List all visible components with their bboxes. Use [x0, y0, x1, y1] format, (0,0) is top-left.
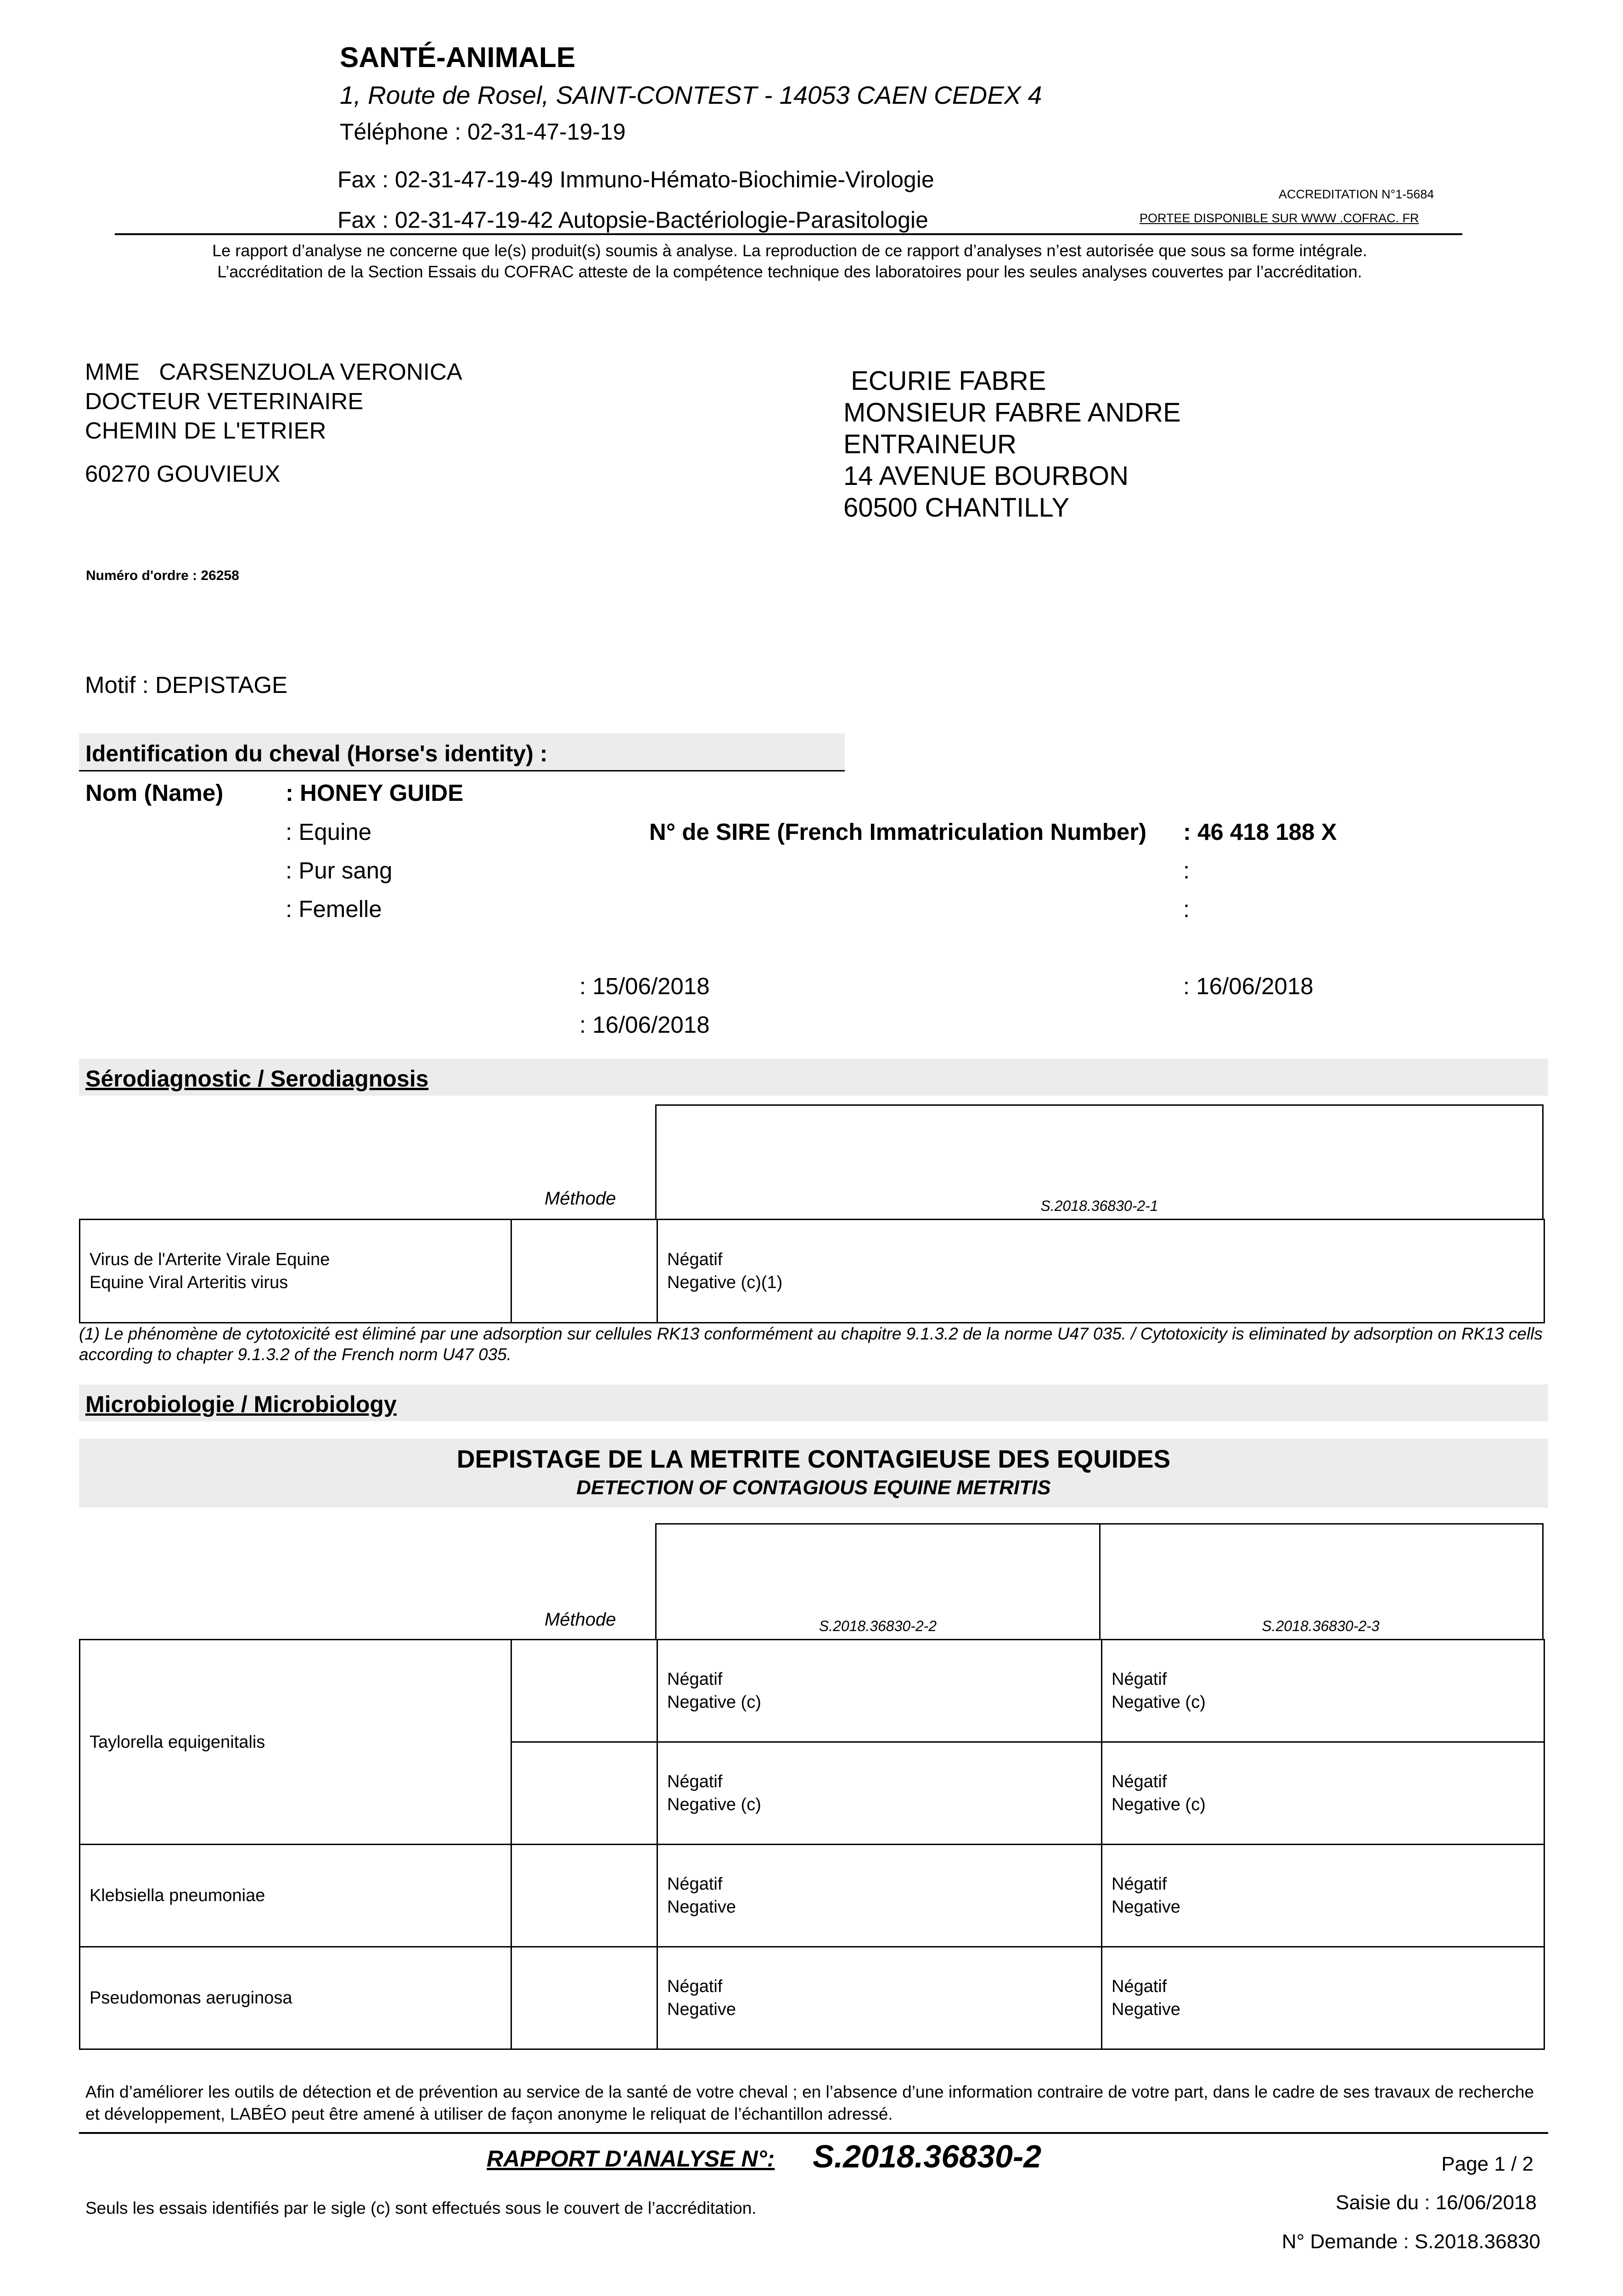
serology-analyte-en: Equine Viral Arteritis virus	[90, 1273, 288, 1292]
serology-title: Sérodiagnostic / Serodiagnosis	[85, 1066, 429, 1092]
micro-result-fr: Négatif	[667, 1874, 723, 1894]
motif: Motif : DEPISTAGE	[85, 672, 288, 698]
micro-result-fr: Négatif	[1112, 1977, 1167, 1996]
identification-divider	[79, 770, 845, 771]
recipient-right-street: 14 AVENUE BOURBON	[843, 461, 1129, 491]
date-1: : 15/06/2018	[579, 973, 710, 999]
micro-result-en: Negative (c)	[667, 1795, 761, 1814]
horse-name-label: Nom (Name)	[85, 780, 224, 806]
sex-right-value: :	[1183, 896, 1190, 922]
micro-result-a	[657, 1640, 1102, 1742]
recipient-left-city: 60270 GOUVIEUX	[85, 461, 281, 487]
lab-fax-2: Fax : 02-31-47-19-42 Autopsie-Bactériologie-Parasitologie	[337, 207, 928, 233]
serology-table	[79, 1219, 1545, 1323]
micro-methode-label: Méthode	[545, 1609, 616, 1630]
micro-result-a	[657, 1742, 1102, 1845]
horse-sex: : Femelle	[286, 896, 382, 922]
serology-method-cell	[511, 1220, 657, 1323]
micro-result-fr: Négatif	[667, 1670, 723, 1689]
micro-result-a	[657, 1947, 1102, 2049]
cem-banner-subtitle: DETECTION OF CONTAGIOUS EQUINE METRITIS	[576, 1476, 1051, 1499]
serology-analyte-fr: Virus de l'Arterite Virale Equine	[90, 1250, 330, 1269]
date-2: : 16/06/2018	[579, 1012, 710, 1038]
table-row	[80, 1640, 1544, 1742]
table-row	[80, 1220, 1544, 1323]
saisie-date: Saisie du : 16/06/2018	[1336, 2191, 1537, 2214]
micro-analyte-klebsiella	[80, 1845, 511, 1947]
micro-result-en: Negative	[1112, 1897, 1180, 1917]
research-note: Afin d’améliorer les outils de détection et de prévention au service de la santé de votre cheval ; en l’absence d’une information contraire de votre part, dans le cadre de ses travaux de recherche et développement, LABÉO peut être amené à utiliser de façon anonyme le reliquat de l’échantillon adressé.	[85, 2082, 1534, 2123]
serology-footnote: (1) Le phénomène de cytotoxicité est éliminé par une adsorption sur cellules RK13 conformément au chapitre 9.1.3.2 de la norme U47 035. / Cytotoxicity is eliminated by adsorption on RK13 cells according to chapter 9.1.3.2 of the French norm U47 035.	[79, 1324, 1543, 1364]
micro-analyte-label: Pseudomonas aeruginosa	[90, 1988, 292, 2008]
recipient-right-title: ENTRAINEUR	[843, 429, 1017, 459]
recipient-right	[843, 365, 1181, 523]
micro-result-en: Negative	[1112, 2000, 1180, 2019]
cofrac-link[interactable]: PORTEE DISPONIBLE SUR WWW .COFRAC. FR	[1140, 211, 1419, 225]
recipient-left-name: MME CARSENZUOLA VERONICA	[85, 359, 462, 385]
identification-title: Identification du cheval (Horse's identity) :	[85, 741, 548, 766]
serology-result-en: Negative (c)(1)	[667, 1273, 783, 1292]
micro-result-fr: Négatif	[1112, 1772, 1167, 1791]
serology-analyte	[80, 1220, 511, 1323]
micro-analyte-taylorella	[80, 1640, 511, 1845]
breed-right-value: :	[1183, 857, 1190, 884]
rapport-label: RAPPORT D'ANALYSE N°:	[487, 2146, 775, 2172]
micro-result-en: Negative (c)	[667, 1693, 761, 1712]
table-row	[80, 1845, 1544, 1947]
serology-result	[657, 1220, 1544, 1323]
micro-analyte-pseudomonas	[80, 1947, 511, 2049]
disclaimer-line-1: Le rapport d’analyse ne concerne que le(s) produit(s) soumis à analyse. La reproduction de ce rapport d’analyses n’est autorisée que sous sa forme intégrale.	[212, 241, 1367, 260]
serology-result-fr: Négatif	[667, 1250, 723, 1269]
recipient-left-street: CHEMIN DE L'ETRIER	[85, 417, 326, 444]
order-number: Numéro d'ordre : 26258	[86, 568, 239, 583]
recipient-left-title: DOCTEUR VETERINAIRE	[85, 388, 364, 414]
micro-result-a	[657, 1845, 1102, 1947]
micro-result-en: Negative	[667, 2000, 736, 2019]
micro-result-fr: Négatif	[1112, 1874, 1167, 1894]
micro-analyte-label: Klebsiella pneumoniae	[90, 1886, 265, 1905]
micro-result-b	[1102, 1742, 1544, 1845]
microbiology-title: Microbiologie / Microbiology	[85, 1391, 397, 1417]
disclaimer-line-2: L’accréditation de la Section Essais du COFRAC atteste de la compétence technique des laboratoires pour les seules analyses couvertes par l’accréditation.	[217, 262, 1362, 281]
micro-result-fr: Négatif	[667, 1772, 723, 1791]
footer-divider	[79, 2132, 1548, 2134]
cem-banner-title: DEPISTAGE DE LA METRITE CONTAGIEUSE DES EQUIDES	[456, 1445, 1171, 1473]
lab-fax-1: Fax : 02-31-47-19-49 Immuno-Hémato-Biochimie-Virologie	[337, 167, 934, 192]
micro-result-fr: Négatif	[1112, 1670, 1167, 1689]
header-divider	[115, 233, 1462, 235]
microbiology-table	[79, 1639, 1545, 2050]
lab-name: SANTÉ-ANIMALE	[340, 42, 576, 73]
recipient-right-stable: ECURIE FABRE	[843, 366, 1046, 396]
micro-method-cell	[511, 1947, 657, 2049]
accreditation-number: ACCREDITATION N°1-5684	[1279, 187, 1434, 201]
date-1-right: : 16/06/2018	[1183, 973, 1314, 999]
accreditation-note: Seuls les essais identifiés par le sigle (c) sont effectués sous le couvert de l’accréditation.	[85, 2199, 757, 2217]
micro-method-cell	[511, 1845, 657, 1947]
micro-analyte-label: Taylorella equigenitalis	[90, 1732, 265, 1752]
horse-breed: : Pur sang	[286, 857, 393, 884]
serology-sample-header	[655, 1104, 1544, 1219]
table-row	[80, 1947, 1544, 2049]
lab-address: 1, Route de Rosel, SAINT-CONTEST - 14053 CAEN CEDEX 4	[340, 81, 1042, 109]
micro-sample-a-id: S.2018.36830-2-2	[819, 1618, 937, 1634]
rapport-number: S.2018.36830-2	[813, 2138, 1042, 2174]
horse-name-value: : HONEY GUIDE	[286, 780, 464, 806]
cem-banner	[79, 1439, 1548, 1508]
micro-sample-a-header	[655, 1523, 1101, 1639]
sire-label: N° de SIRE (French Immatriculation Number)	[649, 819, 1147, 845]
micro-sample-b-id: S.2018.36830-2-3	[1262, 1618, 1380, 1634]
serology-sample-id: S.2018.36830-2-1	[1040, 1198, 1158, 1214]
recipient-left	[85, 357, 462, 489]
micro-result-b	[1102, 1640, 1544, 1742]
recipient-right-name: MONSIEUR FABRE ANDRE	[843, 398, 1181, 428]
micro-method-cell	[511, 1742, 657, 1845]
disclaimer	[110, 240, 1469, 282]
sire-value: : 46 418 188 X	[1183, 819, 1337, 845]
micro-result-en: Negative (c)	[1112, 1693, 1206, 1712]
demande-number: N° Demande : S.2018.36830	[1281, 2230, 1540, 2253]
lab-telephone: Téléphone : 02-31-47-19-19	[340, 119, 626, 145]
micro-result-b	[1102, 1947, 1544, 2049]
recipient-right-city: 60500 CHANTILLY	[843, 493, 1070, 523]
micro-result-fr: Négatif	[667, 1977, 723, 1996]
micro-method-cell	[511, 1640, 657, 1742]
micro-result-en: Negative	[667, 1897, 736, 1917]
horse-species: : Equine	[286, 819, 372, 845]
micro-sample-b-header	[1099, 1523, 1544, 1639]
page-number: Page 1 / 2	[1441, 2153, 1533, 2175]
micro-result-b	[1102, 1845, 1544, 1947]
serology-methode-label: Méthode	[545, 1188, 616, 1209]
micro-result-en: Negative (c)	[1112, 1795, 1206, 1814]
